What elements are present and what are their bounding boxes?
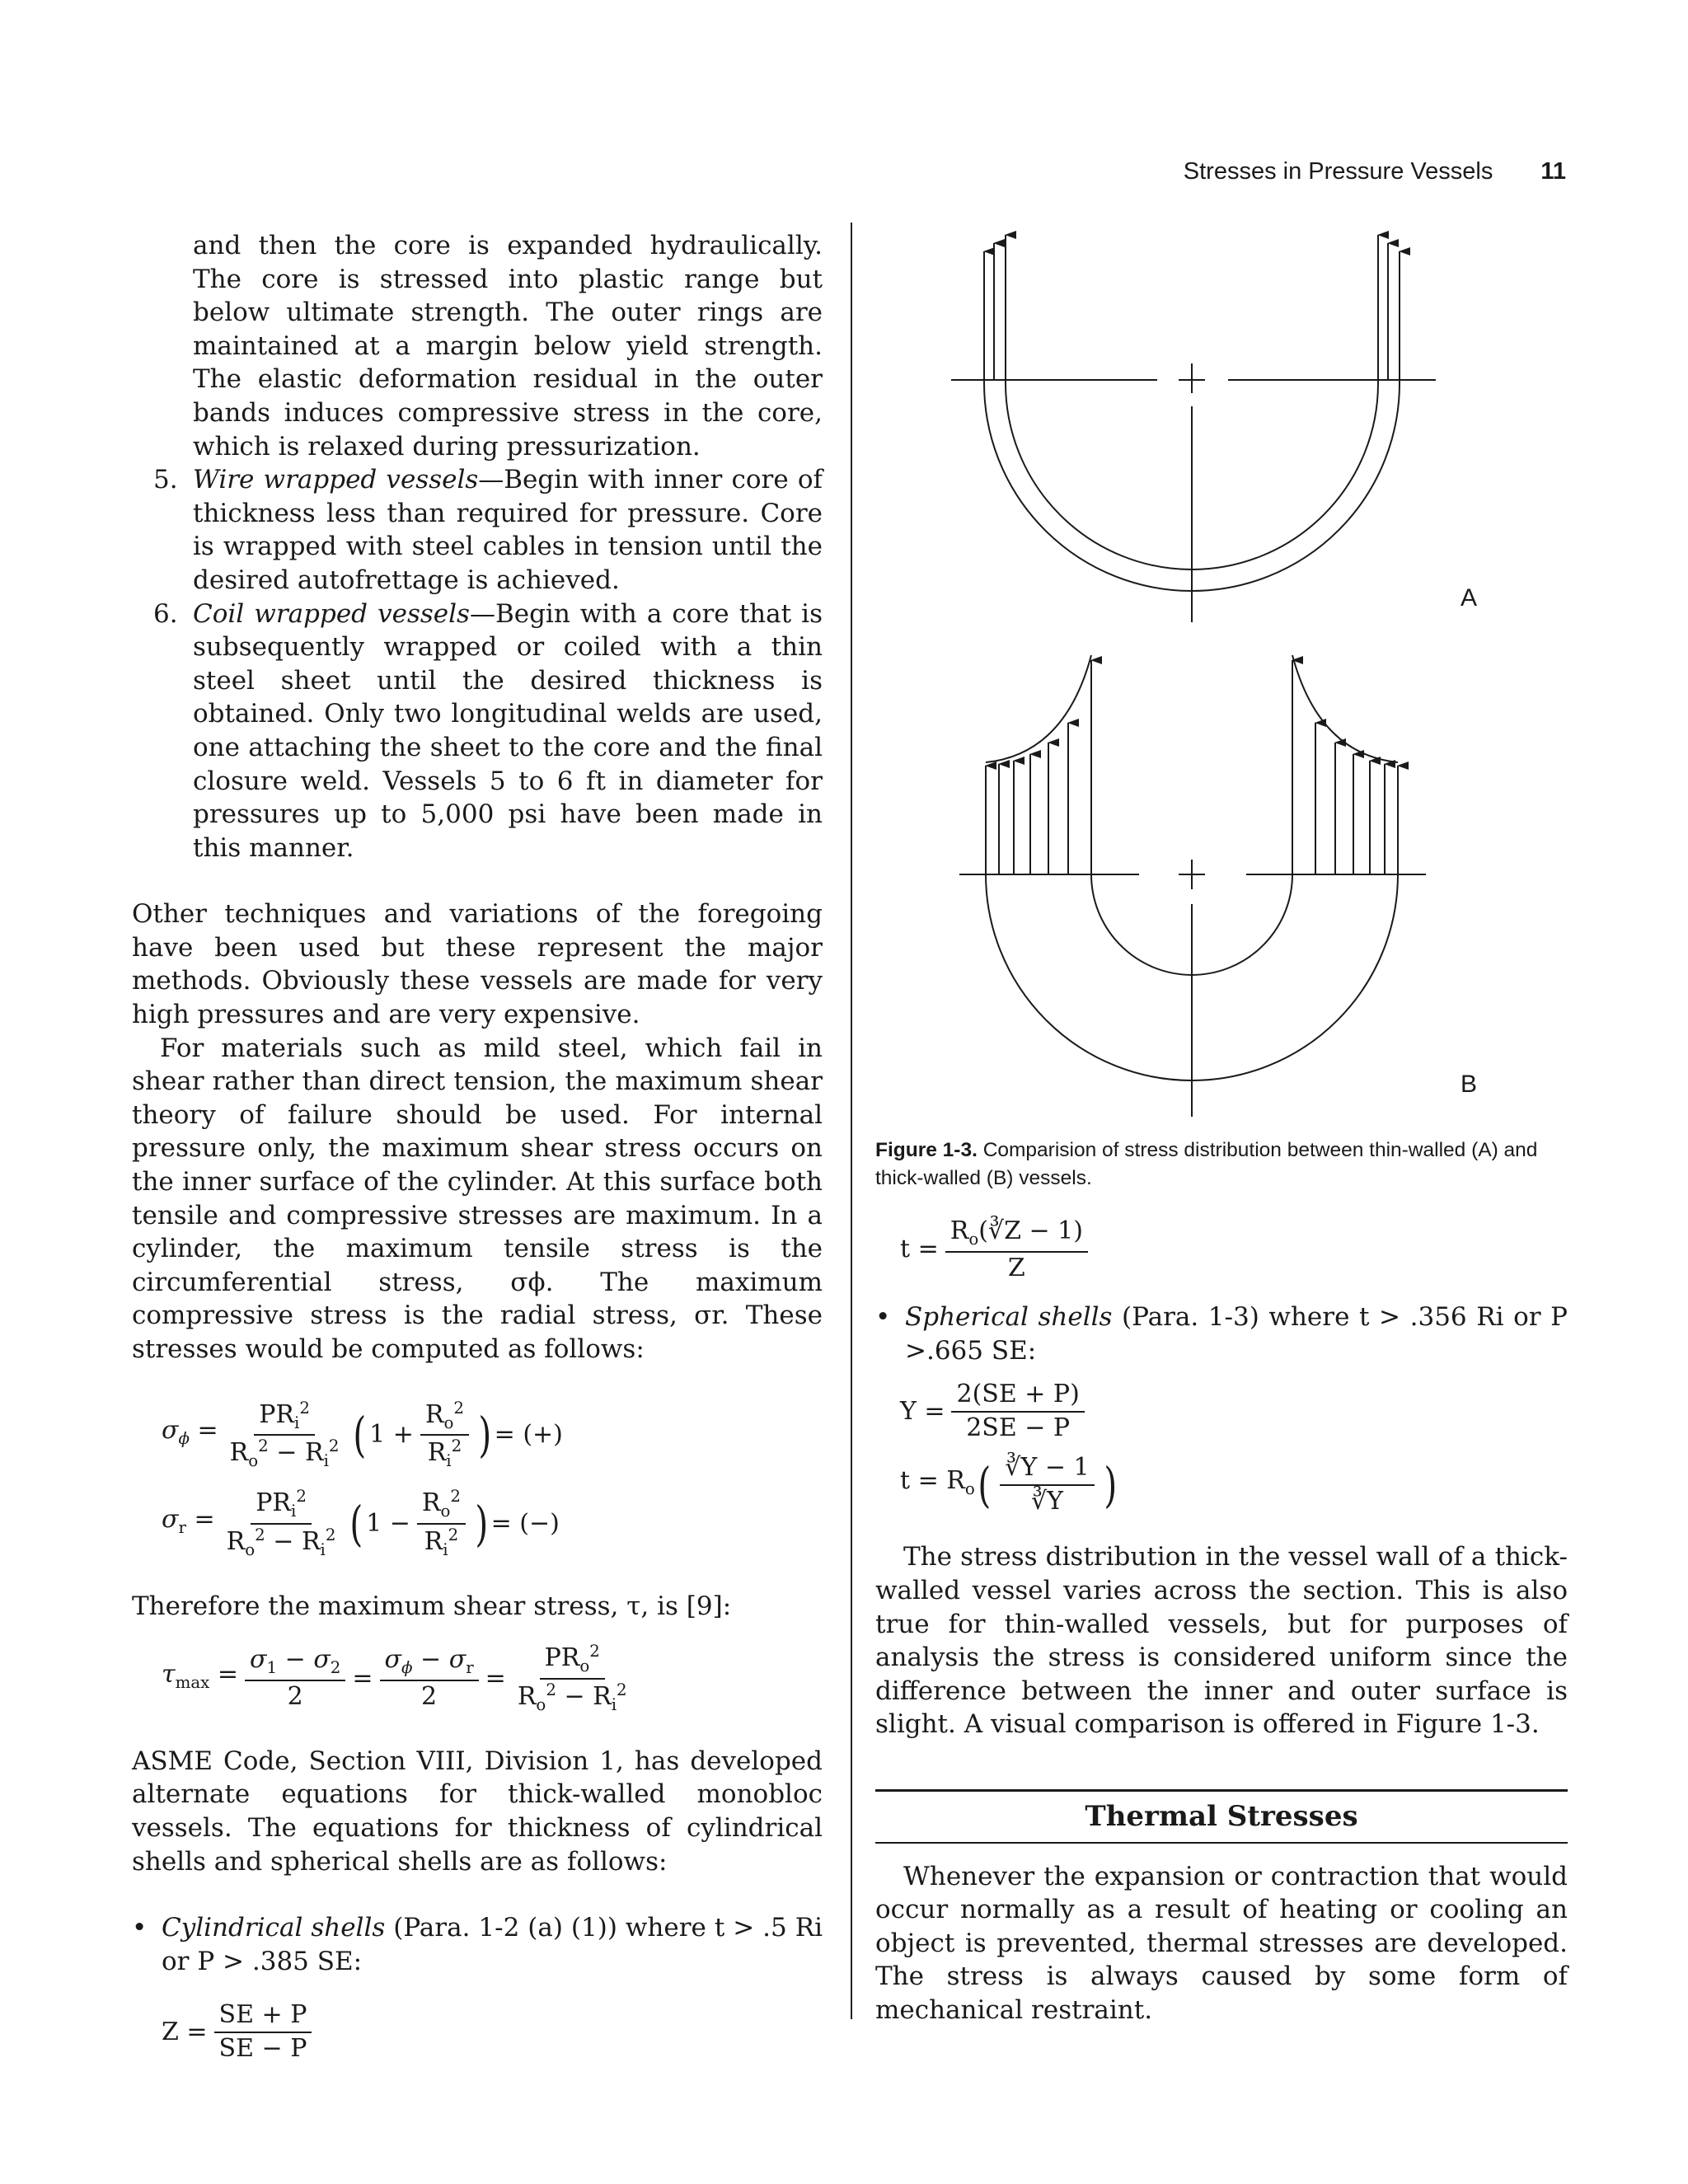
numbered-list	[153, 229, 823, 865]
equation-sigma-phi: $\sigma_\phi$ = $\frac{PR_i^2}{R_o^2 - R_i^2}$ ( 1 + $\frac{R_o^2}{R_i^2}$ ) = (+)	[162, 1398, 563, 1471]
equation-sigma-r: $\sigma_r$ = $\frac{PR_i^2}{R_o^2 - R_i^2}$ ( 1 − $\frac{R_o^2}{R_i^2}$ ) = (−)	[162, 1487, 560, 1559]
equation-result: = (+)	[494, 1420, 563, 1450]
running-header-title: Stresses in Pressure Vessels	[1183, 158, 1493, 185]
column-divider	[851, 223, 852, 2019]
figure-a-thin-walled	[951, 235, 1436, 622]
paragraph-max-shear: Therefore the maximum shear stress, τ, is [9]:	[132, 1591, 732, 1621]
paragraph-asme-code: ASME Code, Section VIII, Division 1, has developed alternate equations for thick-walled monobloc vessels. The equations for thickness of cylindrical shells and spherical shells are as follows:	[132, 1746, 823, 1877]
bullet-text: (Para. 1-3) where t > .356 Ri or P >.665 SE:	[905, 1302, 1568, 1366]
list-text: —Begin with a core that is subsequently wrapped or coiled with a thin steel sheet until the desired thickness is obtained. Only two longitudinal welds are used, one attaching the sheet to the core and the final closure weld. Vessels 5 to 6 ft in diameter for pressures up to 5,000 psi have been made in this manner.	[193, 598, 823, 863]
bullet-term: Cylindrical shells	[162, 1913, 386, 1943]
figure-label-a: A	[1461, 584, 1478, 612]
equation-y: Y = $\frac{2(SE + P)}{2SE - P}$	[900, 1380, 1568, 1442]
list-term: Wire wrapped vessels	[193, 465, 479, 495]
list-text: —Begin with inner core of thickness less than required for pressure. Core is wrapped with steel cables in tension until the desired autofrettage is achieved.	[193, 465, 823, 595]
figure-caption	[875, 1137, 1568, 1193]
list-item-5	[153, 463, 823, 597]
list-number: 6.	[153, 598, 178, 629]
list-term: Coil wrapped vessels	[193, 598, 470, 629]
list-item-6	[153, 598, 823, 865]
running-header	[1184, 158, 1566, 185]
paragraph-thermal-stresses: Whenever the expansion or contraction that would occur normally as a result of heating or cooling an object is prevented, thermal stresses are developed. The stress is always caused by some form of mechanical restraint.	[875, 1861, 1568, 2025]
stress-curve	[986, 655, 1091, 762]
paragraph-shear-theory: For materials such as mild steel, which fail in shear rather than direct tension, the maximum shear theory of failure should be used. For internal pressure only, the maximum shear stress occurs on the inner surface of the cylinder. At this surface both tensile and compressive stresses are maximum. In a cylinder, the maximum tensile stress is the circumferential stress, σϕ. The maximum compressive stress is the radial stress, σr. These stresses would be computed as follows:	[132, 1033, 823, 1364]
bullet-icon: •	[132, 1913, 148, 1943]
list-number: 5.	[153, 465, 178, 495]
stress-distribution-figure	[875, 218, 1568, 1125]
paragraph-stress-distribution: The stress distribution in the vessel wall of a thick-walled vessel varies across the section. This is also true for thin-walled vessels, but for purposes of analysis the stress is considered uniform since the difference between the inner and outer surface is slight. A visual comparison is offered in Figure 1-3.	[875, 1542, 1568, 1740]
figure-b-thick-walled	[959, 655, 1426, 1117]
stress-curve	[1292, 655, 1398, 762]
bullet-text: (Para. 1-2 (a) (1)) where t > .5 Ri or P > .385 SE:	[162, 1913, 823, 1976]
figure-caption-label: Figure 1-3.	[875, 1139, 978, 1161]
right-column	[875, 218, 1568, 2027]
equation-result: = (−)	[490, 1508, 560, 1538]
bullet-spherical-shells	[875, 1301, 1568, 1367]
equation-t-cylindrical: t = $\frac{R_o(∛Z - 1)}{Z}$	[900, 1217, 1568, 1282]
bullet-icon: •	[875, 1302, 891, 1333]
equation-t-spherical: $t = R_o$ ( $\frac{∛Y - 1}{∛Y}$ )	[900, 1453, 1117, 1516]
figure-label-b: B	[1461, 1071, 1478, 1098]
page-number: 11	[1540, 158, 1566, 185]
equation-z: Z = $\frac{SE + P}{SE - P}$	[162, 2001, 823, 2063]
bullet-cylindrical-shells	[132, 1911, 823, 1978]
paragraph-techniques: Other techniques and variations of the foregoing have been used but these represent the major methods. Obviously these vessels are made for very high pressures and are very expensive.	[132, 899, 823, 1030]
equation-tau-max: $\tau_{max}$ = $\frac{\sigma_1 - \sigma_2}{2}$ = $\frac{\sigma_\phi - \sigma_r}{2}$ = $\frac{PR_o^2}{R_o^2 - R_i^2}$	[162, 1642, 627, 1715]
section-heading-thermal-stresses: Thermal Stresses	[875, 1789, 1568, 1844]
left-column	[132, 229, 823, 2063]
bullet-term: Spherical shells	[905, 1302, 1113, 1333]
list-continuation-text: and then the core is expanded hydraulically. The core is stressed into plastic range but below ultimate strength. The outer rings are maintained at a margin below yield strength. The elastic deformation residual in the outer bands induces compressive stress in the core, which is relaxed during pressurization.	[193, 231, 823, 462]
figure-caption-text: Comparision of stress distribution between thin-walled (A) and thick-walled (B) vessels.	[875, 1139, 1538, 1189]
